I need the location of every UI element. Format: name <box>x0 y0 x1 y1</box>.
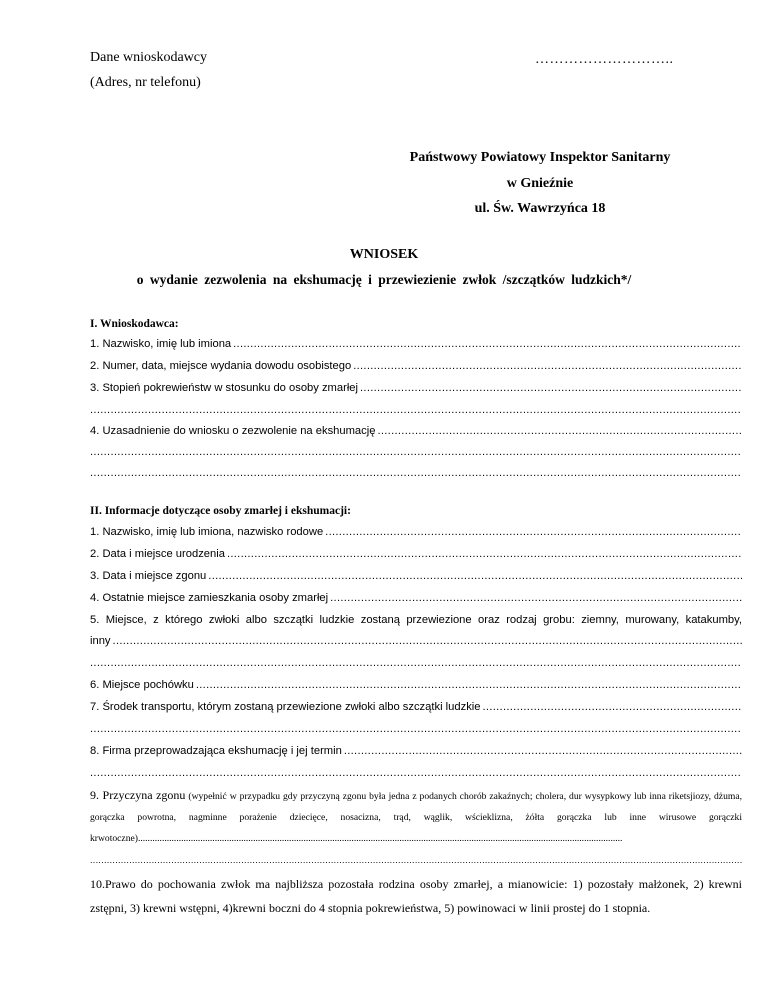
section-1-heading: I. Wnioskodawca: <box>90 318 179 330</box>
dotted-fill <box>90 444 742 460</box>
other-label: inny <box>90 635 111 647</box>
dotted-fill <box>90 721 742 737</box>
birth-date-place-label: 2. Data i miejsce urodzenia <box>90 548 225 560</box>
justification-field-continuation-2[interactable] <box>90 465 742 481</box>
burial-place-label: 6. Miejsce pochówku <box>90 679 194 691</box>
dotted-fill <box>90 402 742 418</box>
dotted-fill <box>360 380 742 396</box>
dotted-fill <box>227 546 742 562</box>
applicant-name-label: 1. Nazwisko, imię lub imiona <box>90 338 232 350</box>
dotted-fill <box>90 465 742 481</box>
addressee-line-1: Państwowy Powiatowy Inspektor Sanitarny <box>409 150 671 165</box>
dotted-fill <box>330 590 742 606</box>
company-term-field[interactable] <box>90 743 742 759</box>
dotted-fill <box>196 677 742 693</box>
document-subtitle: o wydanie zezwolenia na ekshumację i przewiezienie zwłok /szczątków ludzkich*/ <box>136 272 632 287</box>
address-phone-label: (Adres, nr telefonu) <box>90 75 201 90</box>
cause-of-death-field[interactable] <box>90 785 742 849</box>
section-2-heading: II. Informacje dotyczące osoby zmarłej i ekshumacji: <box>90 505 351 517</box>
kinship-field-continuation[interactable] <box>90 402 742 418</box>
origin-place-field-continuation[interactable] <box>90 655 742 671</box>
transport-field[interactable] <box>90 699 742 715</box>
cause-of-death-instructions: (wypełnić w przypadku gdy przyczyną zgonu była jedna z podanych chorób zakaźnych; cholera, dur wysypkowy lub inna riketsjiozy, dżuma, gorączka powrotna, nagminne porażenie dziecięce, nosacizna, trąd, wąglik, wścieklizna, żółta gorączka lub inne wirusowe gorączki krwotoczne) <box>90 791 742 844</box>
applicant-data-label: Dane wnioskodawcy <box>90 50 208 65</box>
company-term-field-continuation[interactable] <box>90 765 742 781</box>
deceased-name-label: 1. Nazwisko, imię lub imiona, nazwisko rodowe <box>90 526 324 538</box>
transport-label: 7. Środek transportu, którym zostaną przewiezione zwłoki albo szczątki ludzkie <box>90 701 481 713</box>
dotted-fill <box>353 358 742 374</box>
birth-date-place-field[interactable] <box>90 546 742 562</box>
company-term-label: 8. Firma przeprowadzająca ekshumację i jej termin <box>90 745 342 757</box>
origin-place-field[interactable] <box>90 633 742 649</box>
last-residence-field[interactable] <box>90 590 742 606</box>
last-residence-label: 4. Ostatnie miejsce zamieszkania osoby zmarłej <box>90 592 329 604</box>
burial-place-field[interactable] <box>90 677 742 693</box>
date-placeholder[interactable]: ……………………….. <box>535 52 674 67</box>
kinship-field[interactable] <box>90 380 742 396</box>
dotted-fill <box>377 423 742 439</box>
dotted-fill <box>325 524 742 540</box>
dotted-fill <box>90 852 742 868</box>
cause-of-death-continuation[interactable] <box>90 852 742 868</box>
dotted-fill <box>208 568 742 584</box>
justification-field-continuation-1[interactable] <box>90 444 742 460</box>
dotted-fill <box>113 633 742 649</box>
cause-of-death-label: 9. Przyczyna zgonu <box>90 788 186 802</box>
applicant-id-field[interactable] <box>90 358 742 374</box>
applicant-name-field[interactable] <box>90 336 742 352</box>
dotted-fill <box>90 655 742 671</box>
death-date-place-field[interactable] <box>90 568 742 584</box>
justification-label: 4. Uzasadnienie do wniosku o zezwolenie na ekshumację <box>90 425 376 437</box>
addressee-line-2: w Gnieźnie <box>506 176 574 191</box>
document-title: WNIOSEK <box>349 247 419 262</box>
dotted-fill <box>483 699 743 715</box>
justification-field[interactable] <box>90 423 742 439</box>
addressee-line-3: ul. Św. Wawrzyńca 18 <box>474 201 606 216</box>
death-date-place-label: 3. Data i miejsce zgonu <box>90 570 207 582</box>
dotted-fill: .......................................................................................................................................................................................................... <box>137 833 623 844</box>
origin-place-label: 5. Miejsce, z którego zwłoki albo szczątki ludzkie zostaną przewiezione oraz rodzaj grobu: ziemny, murowany, katakumby, <box>90 614 742 626</box>
dotted-fill <box>344 743 742 759</box>
dotted-fill <box>90 765 742 781</box>
burial-right-note: 10.Prawo do pochowania zwłok ma najbliższa pozostała rodzina osoby zmarłej, a mianowicie: 1) pozostały małżonek, 2) krewni zstępni, 3) krewni wstępni, 4)krewni boczni do 4 stopnia pokrewieństwa, 5) powinowaci w linii prostej do 1 stopnia. <box>90 877 742 915</box>
dotted-fill <box>233 336 742 352</box>
deceased-name-field[interactable] <box>90 524 742 540</box>
transport-field-continuation[interactable] <box>90 721 742 737</box>
applicant-id-label: 2. Numer, data, miejsce wydania dowodu osobistego <box>90 360 352 372</box>
kinship-label: 3. Stopień pokrewieństw w stosunku do osoby zmarłej <box>90 382 359 394</box>
